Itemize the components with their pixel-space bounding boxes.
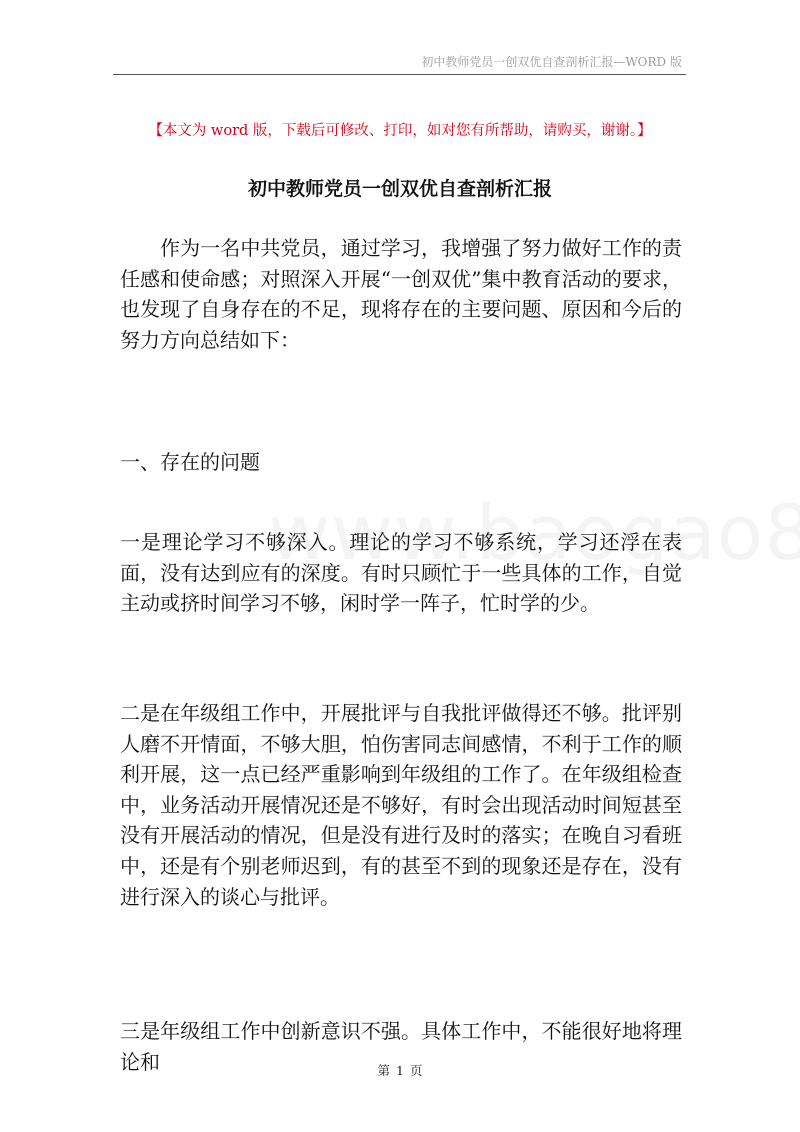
download-notice: 【本文为 word 版，下载后可修改、打印，如对您有所帮助，请购买，谢谢。】 (148, 123, 652, 139)
paragraph-problem-1: 一是理论学习不够深入。理论的学习不够系统，学习还浮在表面，没有达到应有的深度。有时只顾忙于一些具体的工作，自觉主动或挤时间学习不够，闲时学一阵子，忙时学的少。 (120, 530, 682, 616)
header-divider (113, 74, 686, 75)
document-title: 初中教师党员一创双优自查剖析汇报 (247, 178, 552, 200)
paragraph-problem-2: 二是在年级组工作中，开展批评与自我批评做得还不够。批评别人磨不开情面，不够大胆，怕伤害同志间感情，不利于工作的顺利开展，这一点已经严重影响到年级组的工作了。在年级组检查中，业务活动开展情况还是不够好，有时会出现活动时间短甚至没有开展活动的情况，但是没有进行及时的落实；在晚自习看班中，还是有个别老师迟到，有的甚至不到的现象还是存在，没有进行深入的谈心与批评。 (120, 701, 682, 909)
intro-paragraph: 作为一名中共党员，通过学习，我增强了努力做好工作的责任感和使命感；对照深入开展“一创双优”集中教育活动的要求，也发现了自身存在的不足，现将存在的主要问题、原因和今后的努力方向总结如下： (120, 236, 682, 352)
page-number: 第 1 页 (377, 1063, 423, 1078)
section-heading: 一、存在的问题 (120, 450, 260, 474)
running-header: 初中教师党员一创双优自查剖析汇报—WORD 版 (421, 55, 682, 69)
paragraph-problem-3: 三是年级组工作中创新意识不强。具体工作中，不能很好地将理论和 (120, 1019, 682, 1074)
